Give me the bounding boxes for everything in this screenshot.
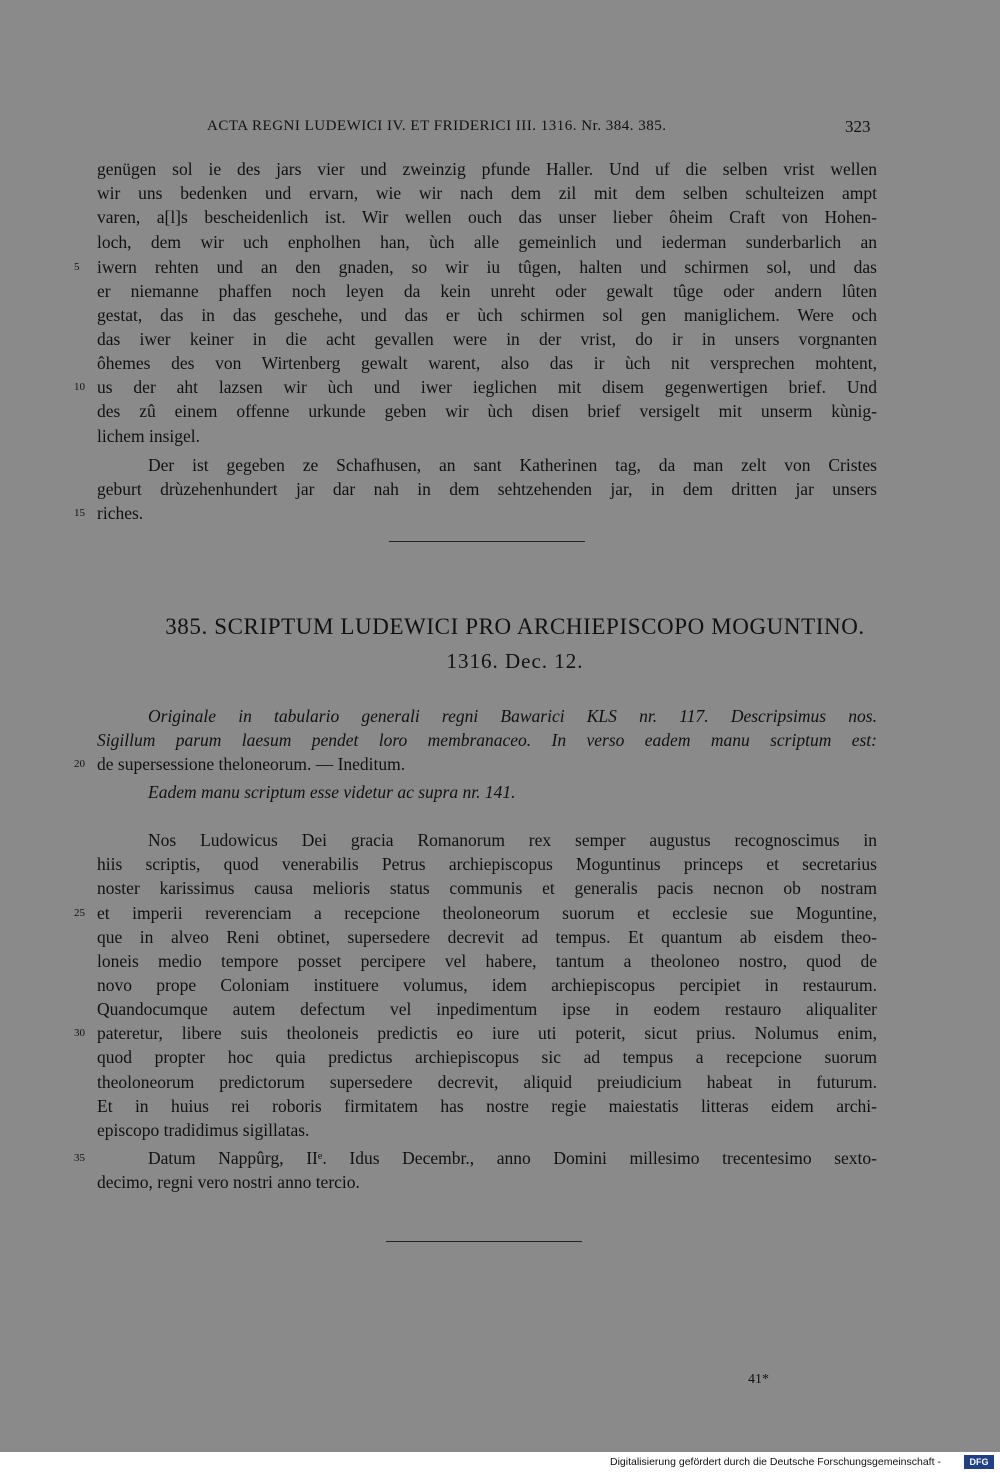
dfg-logo: DFG — [964, 1455, 994, 1469]
text-line: das iwer keiner in die acht gevallen were in der vrist, do ir in unsers vorgnanten — [97, 329, 877, 349]
text-line: que in alveo Reni obtinet, supersedere decrevit ad tempus. Et quantum ab eisdem theo- — [97, 927, 877, 947]
funding-credit: Digitalisierung gefördert durch die Deutsche Forschungsgemeinschaft - — [610, 1456, 941, 1468]
text-line: us der aht lazsen wir ùch und iwer ieglichen mit disem gegenwertigen brief. Und — [97, 377, 877, 397]
document-heading: 385. SCRIPTUM LUDEWICI PRO ARCHIEPISCOPO MOGUNTINO. — [165, 614, 865, 639]
section-divider — [386, 1241, 582, 1242]
text-line: episcopo tradidimus sigillatas. — [97, 1120, 310, 1140]
text-line: Nos Ludowicus Dei gracia Romanorum rex semper augustus recognoscimus in — [148, 830, 877, 850]
page-number: 323 — [845, 117, 871, 136]
line-number: 35 — [74, 1152, 85, 1164]
line-number: 5 — [74, 261, 80, 273]
text-line: iwern rehten und an den gnaden, so wir iu tûgen, halten und schirmen sol, und das — [97, 257, 877, 277]
source-note-line: Eadem manu scriptum esse videtur ac supra nr. 141. — [148, 782, 516, 802]
text-line: des zû einem offenne urkunde geben wir ùch disen brief versigelt mit unserm kùnig- — [97, 401, 877, 421]
text-line: Quandocumque autem defectum vel inpedimentum ipse in eodem restauro aliqualiter — [97, 999, 877, 1019]
text-line: ôhemes des von Wirtenberg gewalt warent, also das ir ùch nit versprechen mohtent, — [97, 353, 877, 373]
text-line: pateretur, libere suis theoloneis predictis eo iure uti poterit, sicut prius. Nolumus enim, — [97, 1023, 877, 1043]
text-line: riches. — [97, 503, 144, 523]
line-number: 20 — [74, 758, 85, 770]
text-line: hiis scriptis, quod venerabilis Petrus archiepiscopus Moguntinus princeps et secretarius — [97, 854, 877, 874]
signature-mark: 41* — [748, 1372, 769, 1387]
line-number: 30 — [74, 1027, 85, 1039]
text-line: novo prope Coloniam instituere volumus, idem archiepiscopus percipiet in restaurum. — [97, 975, 877, 995]
text-line: quod propter hoc quia predictus archiepiscopus sic ad tempus a recepcione suorum — [97, 1047, 877, 1067]
text-line: noster karissimus causa melioris status communis et generalis pacis necnon ob nostram — [97, 878, 877, 898]
text-line: loneis medio tempore posset percipere vel habere, tantum a theoloneo nostro, quod de — [97, 951, 877, 971]
source-note-line: Sigillum parum laesum pendet loro membranaceo. In verso eadem manu scriptum est: — [97, 730, 877, 750]
text-line: decimo, regni vero nostri anno tercio. — [97, 1172, 360, 1192]
text-line: Der ist gegeben ze Schafhusen, an sant Katherinen tag, da man zelt von Cristes — [148, 455, 877, 475]
source-note-line: Originale in tabulario generali regni Bawarici KLS nr. 117. Descripsimus nos. — [148, 706, 877, 726]
text-line: geburt drùzehenhundert jar dar nah in dem sehtzehenden jar, in dem dritten jar unsers — [97, 479, 877, 499]
text-line: genügen sol ie des jars vier und zweinzig pfunde Haller. Und uf die selben vrist wellen — [97, 159, 877, 179]
text-line: Datum Nappûrg, IIᵉ. Idus Decembr., anno Domini millesimo trecentesimo sexto- — [148, 1148, 877, 1168]
document-date: 1316. Dec. 12. — [446, 649, 584, 673]
text-line: et imperii reverenciam a recepcione theoloneorum suorum et ecclesie sue Moguntine, — [97, 903, 877, 923]
text-line: lichem insigel. — [97, 426, 201, 446]
text-line: er niemanne phaffen noch leyen da kein unreht oder gewalt tûge oder andern lûten — [97, 281, 877, 301]
source-note-line: de supersessione theloneorum. — Ineditum. — [97, 754, 406, 774]
text-line: varen, a[l]s bescheidenlich ist. Wir wellen ouch das unser lieber ôheim Craft von Hohen- — [97, 207, 877, 227]
text-line: theoloneorum predictorum supersedere decrevit, aliquid preiudicium habeat in futurum. — [97, 1072, 877, 1092]
text-line: wir uns bedenken und ervarn, wie wir nach dem zil mit dem selben schulteizen ampt — [97, 183, 877, 203]
text-line: Et in huius rei roboris firmitatem has nostre regie maiestatis litteras eidem archi- — [97, 1096, 877, 1116]
text-line: loch, dem wir uch enpholhen han, ùch alle gemeinlich und iederman sunderbarlich an — [97, 232, 877, 252]
line-number: 10 — [74, 381, 85, 393]
running-title: ACTA REGNI LUDEWICI IV. ET FRIDERICI III. 1316. Nr. 384. 385. — [207, 118, 667, 134]
section-divider — [389, 541, 585, 542]
line-number: 25 — [74, 907, 85, 919]
line-number: 15 — [74, 507, 85, 519]
text-line: gestat, das in das geschehe, und das er ùch schirmen sol gen maniglichem. Were och — [97, 305, 877, 325]
